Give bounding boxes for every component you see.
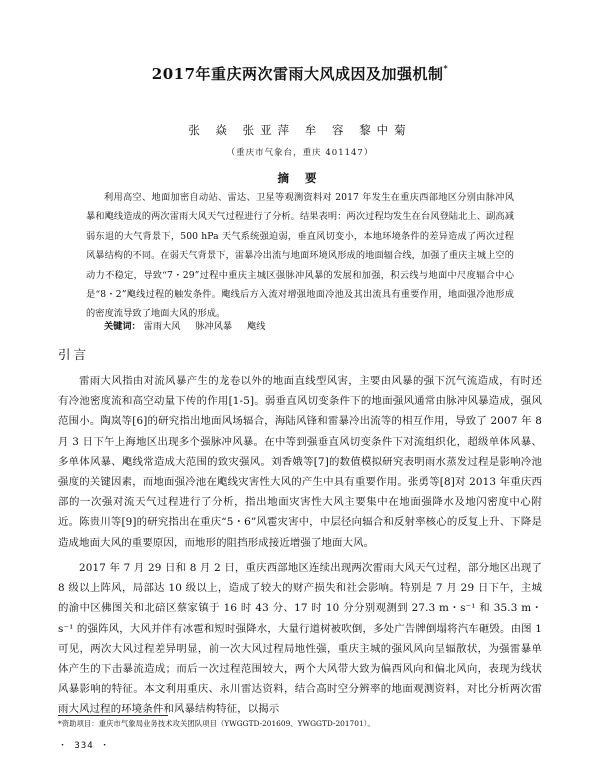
body-paragraph: 2017 年 7 月 29 日和 8 月 2 日，重庆西部地区连续出现两次雷雨大风天气过程，部分地区出现了 8 级以上阵风，局部达 10 级以上，造成了较大的财产损失和社会影响。特别是 7 月 29 日下午，主城的渝中区佛图关和北碚区蔡家镇于 16 时 43 分、17 时 10 分分别观测到 27.3 m・s⁻¹ 和 35.3 m・s⁻¹ 的强阵风，大风并伴有冰雹和短时强降水，大量行道树被吹倒，多处广告牌倒塌将汽车砸毁。由图 1 可见，两次大风过程差异明显，前一次大风过程局地性强，重庆主城的强风风向呈辐散状，为强雷暴单体产生的下击暴流造成；而后一次过程范围较大，两个大风带大致为偏西风向和偏北风向，表现为线状风暴影响的特征。本文利用重庆、永川雷达资料，结合高时空分辨率的地面观测资料，对比分析两次雷雨大风过程的环境条件和风暴结构特征，以揭示 xyxy=(58,562,542,716)
body-paragraph: 雷雨大风指由对流风暴产生的龙卷以外的地面直线型风害，主要由风暴的强下沉气流造成，有时还有冷池密度流和高空动量下传的作用[1-5]。弱垂直风切变条件下的地面强风通常由脉冲风暴造成，强风范围小。陶岚等[6]的研究指出地面风场辐合，海陆风锋和雷暴冷出流等的相互作用，导致了 2007 年 8 月 3 日下午上海地区出现多个强脉冲风暴。在中等到强垂直风切变条件下对流组织化，超级单体风暴、多单体风暴、飑线常造成大范围的致灾强风。刘香娥等[7]的数值模拟研究表明雨水蒸发过程是影响冷池强度的关键因素，而地面强冷池在飑线灾害性大风的产生中具有重要作用。张勇等[8]对 2013 年重庆西部的一次强对流天气过程进行了分析，指出地面灾害性大风主要集中在地面强降水及地闪密度中心附近。陈贵川等[9]的研究指出在重庆“5・6”风雹灾害中，中层径向辐合和反射率核心的反复上升、下降是造成地面大风的重要原因，而地形的阻挡形成接近增强了地面大风。 xyxy=(58,375,542,549)
funding-footnote: *资助项目：重庆市气象局业务技术攻关团队项目（YWGGTD-201609、YWGGTD-201701）。 xyxy=(58,719,375,728)
section-heading-introduction: 引言 xyxy=(58,347,90,362)
abstract-text: 利用高空、地面加密自动站、雷达、卫星等观测资料对 2017 年发生在重庆西部地区分别由脉冲风暴和飑线造成的两次雷雨大风天气过程进行了分析。结果表明：两次过程均发生在台风登陆北上、副高减弱东退的大气背景下，500 hPa 天气系统强迫弱，垂直风切变小，本地环境条件的差异造成了两次过程风暴结构的不同。在弱天气背景下，雷暴冷出流与地面环境风形成的地面辐合线，加强了重庆主城上空的动力不稳定，导致“7・29”过程中重庆主城区强脉冲风暴的发展和加强，积云线与地面中尺度辐合中心是“8・2”飑线过程的触发条件。飑线后方入流对增强地面冷池及其出流具有重要作用，地面强冷池形成的密度流导致了地面大风的形成。 xyxy=(86,192,514,320)
keywords-label: 关键词： xyxy=(104,321,141,332)
keyword: 飑线 xyxy=(247,321,266,332)
affiliation: （重庆市气象台，重庆 401147） xyxy=(226,148,374,158)
title-text: 2017年重庆两次雷雨大风成因及加强机制 xyxy=(151,65,444,83)
page-number: ・ 334 ・ xyxy=(58,741,111,751)
title-footnote-mark: * xyxy=(443,63,449,73)
abstract-heading: 摘 要 xyxy=(277,171,323,185)
paper-title xyxy=(0,63,600,84)
footnote-divider xyxy=(58,715,168,716)
keyword: 雷雨大风 xyxy=(143,321,181,332)
keywords xyxy=(104,320,514,334)
author-list: 张 焱 张亚萍 牟 容 黎中菊 xyxy=(188,123,412,137)
keyword: 脉冲风暴 xyxy=(195,321,233,332)
